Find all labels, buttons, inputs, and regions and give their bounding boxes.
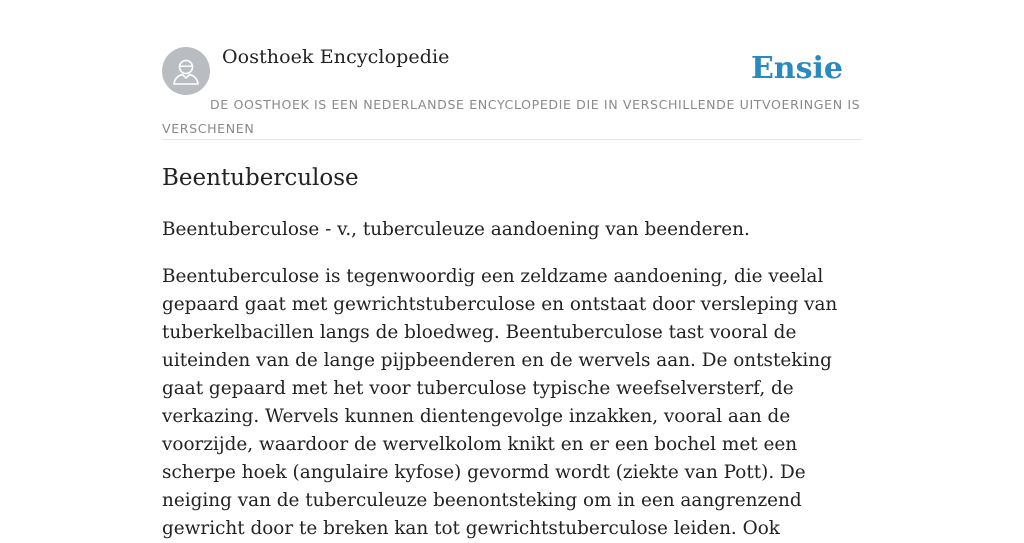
article-title: Beentuberculose [162, 165, 359, 191]
article-lead: Beentuberculose - v., tuberculeuze aandoening van beenderen. [162, 219, 750, 240]
publication-title[interactable]: Oosthoek Encyclopedie [222, 46, 450, 68]
publication-description: DE OOSTHOEK IS EEN NEDERLANDSE ENCYCLOPEDIE DIE IN VERSCHILLENDE UITVOERINGEN IS VERSCHENEN [162, 97, 861, 136]
publication-header [162, 44, 862, 140]
user-placeholder-icon[interactable] [162, 47, 210, 95]
article [162, 162, 862, 543]
brand-logo[interactable]: Ensie [750, 51, 843, 86]
article-body: Beentuberculose is tegenwoordig een zeldzame aandoening, die veelal gepaard gaat met gewrichtstuberculose en ontstaat door versleping van tuberkelbacillen langs de bloedweg. Beentuberculose tast vooral de uiteinden van de lange pijpbeenderen en de wervels aan. De ontsteking gaat gepaard met het voor tuberculose typische weefselversterf, de verkazing. Wervels kunnen dientengevolge inzakken, vooral aan de voorzijde, waardoor de wervelkolom knikt en er een bochel met een scherpe hoek (angulaire kyfose) gevormd wordt (ziekte van Pott). De neiging van de tuberculeuze beenontsteking om in een aangrenzend gewricht door te breken kan tot gewrichtstuberculose leiden. Ook [162, 266, 838, 539]
